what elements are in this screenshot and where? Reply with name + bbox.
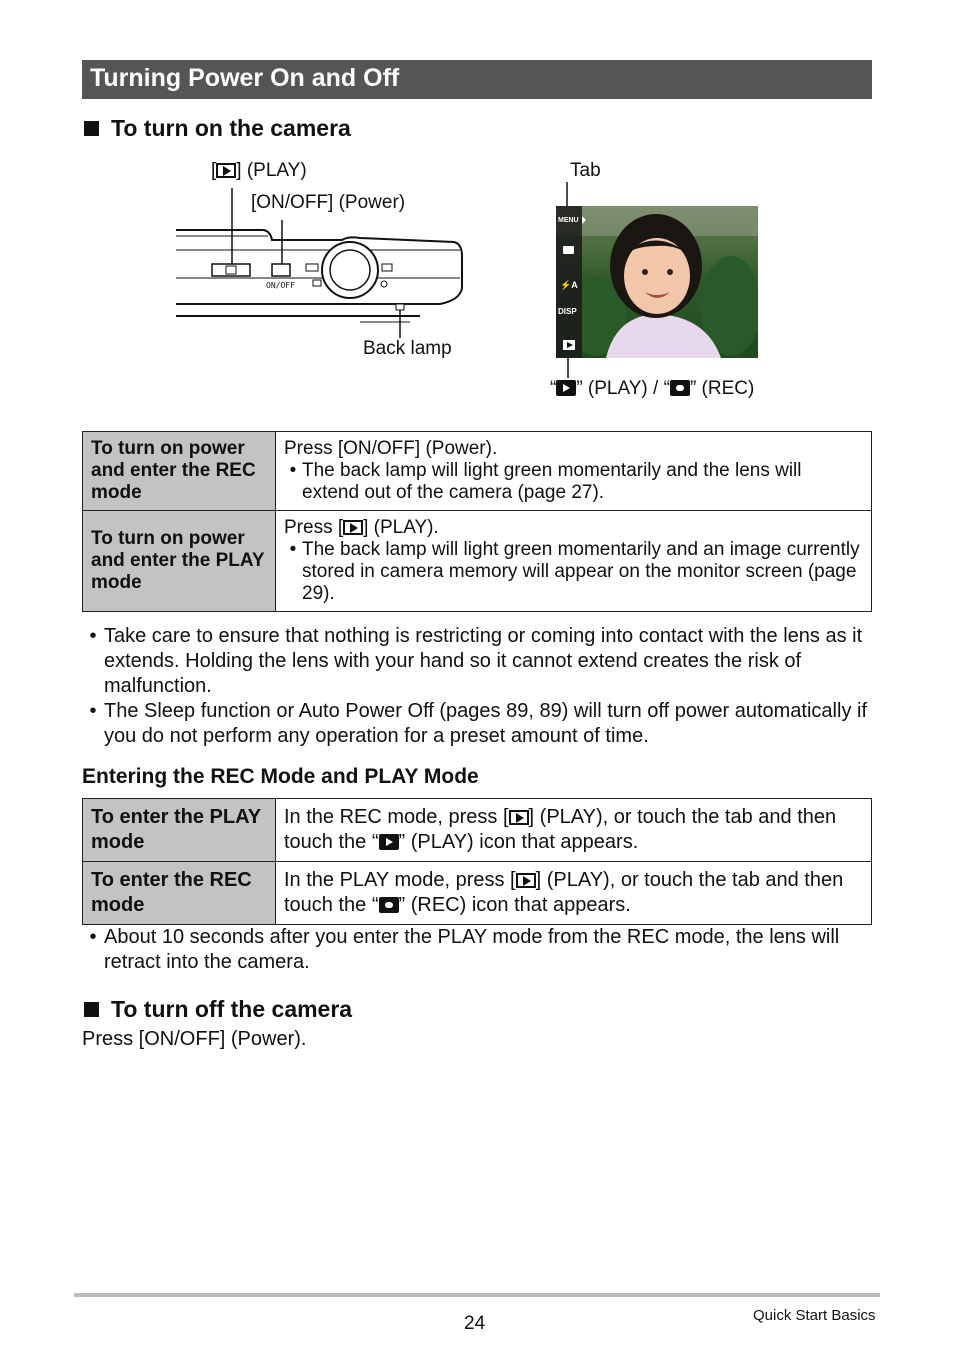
play-button-label: [ ] (PLAY) <box>211 160 307 181</box>
child-photo <box>556 206 758 358</box>
table-row <box>83 799 872 862</box>
square-bullet-icon <box>84 1002 99 1017</box>
rec-tab-icon <box>670 380 690 396</box>
menu-marking: MENU <box>558 217 579 224</box>
onoff-marking: ON/OFF <box>266 281 295 290</box>
modes-table <box>82 798 872 925</box>
row-body-enter-rec: In the PLAY mode, press [ ] (PLAY), or touch the tab and then touch the “ ” (REC) icon that appears. <box>276 862 872 925</box>
camera-top-illustration <box>170 160 470 360</box>
tab-icons-label: “ ” (PLAY) / “ ” (REC) <box>550 378 755 399</box>
page-number: 24 <box>464 1313 486 1334</box>
row-body-rec <box>276 432 872 511</box>
play-icon <box>509 810 529 825</box>
row-text: Press [ON/OFF] (Power). <box>284 438 498 459</box>
turn-on-heading <box>84 115 351 142</box>
section-title-bar <box>82 60 872 99</box>
table-row <box>83 511 872 612</box>
row-bullet: • The back lamp will light green momentarily and the lens will extend out of the camera (page 27). <box>289 460 802 503</box>
table-row <box>83 862 872 925</box>
turn-off-heading <box>84 996 352 1023</box>
play-icon <box>343 520 363 535</box>
row-body-enter-play: In the REC mode, press [ ] (PLAY), or touch the tab and then touch the “ ” (PLAY) icon that appears. <box>276 799 872 862</box>
tab-label: Tab <box>570 160 601 181</box>
back-lamp-label: Back lamp <box>363 338 452 359</box>
turn-off-heading-text: To turn off the camera <box>111 996 353 1022</box>
square-bullet-icon <box>84 121 99 136</box>
turn-on-table <box>82 431 872 612</box>
row-head-enter-play: To enter the PLAY mode <box>83 799 276 862</box>
modes-heading: Entering the REC Mode and PLAY Mode <box>82 765 479 788</box>
row-bullet: • The back lamp will light green momentarily and an image currently stored in camera memory will appear on the monitor screen (page 29). <box>289 539 860 604</box>
onoff-button-label: [ON/OFF] (Power) <box>251 192 406 213</box>
rec-tab-icon <box>379 897 399 913</box>
modes-note <box>82 925 872 975</box>
row-head-rec: To turn on power and enter the REC mode <box>83 432 276 511</box>
list-item: • Take care to ensure that nothing is restricting or coming into contact with the lens as it extends. Holding the lens with your hand so it cannot extend creates the risk of malfunction. <box>89 625 863 697</box>
disp-marking: DISP <box>558 307 577 316</box>
footer-section: Quick Start Basics <box>753 1307 876 1324</box>
row-head-enter-rec: To enter the REC mode <box>83 862 276 925</box>
footer-divider <box>74 1293 880 1297</box>
play-tab-icon <box>556 380 576 396</box>
row-body-play <box>276 511 872 612</box>
list-item: • The Sleep function or Auto Power Off (pages 89, 89) will turn off power automatically if you do not perform any operation for a preset amount of time. <box>89 700 867 747</box>
section-title: Turning Power On and Off <box>90 64 400 92</box>
turn-off-text: Press [ON/OFF] (Power). <box>82 1028 307 1050</box>
turn-on-notes <box>82 624 872 749</box>
flash-marking: ⚡A <box>560 280 578 290</box>
row-head-play: To turn on power and enter the PLAY mode <box>83 511 276 612</box>
list-item: • About 10 seconds after you enter the PLAY mode from the REC mode, the lens will retract into the camera. <box>89 926 840 973</box>
play-icon <box>516 873 536 888</box>
play-tab-icon <box>379 834 399 850</box>
row-text: Press [ ] (PLAY). <box>284 517 439 538</box>
play-icon <box>216 163 236 178</box>
camera-top-drawing <box>170 160 470 360</box>
turn-on-heading-text: To turn on the camera <box>111 115 351 141</box>
monitor-image <box>556 206 758 358</box>
table-row <box>83 432 872 511</box>
